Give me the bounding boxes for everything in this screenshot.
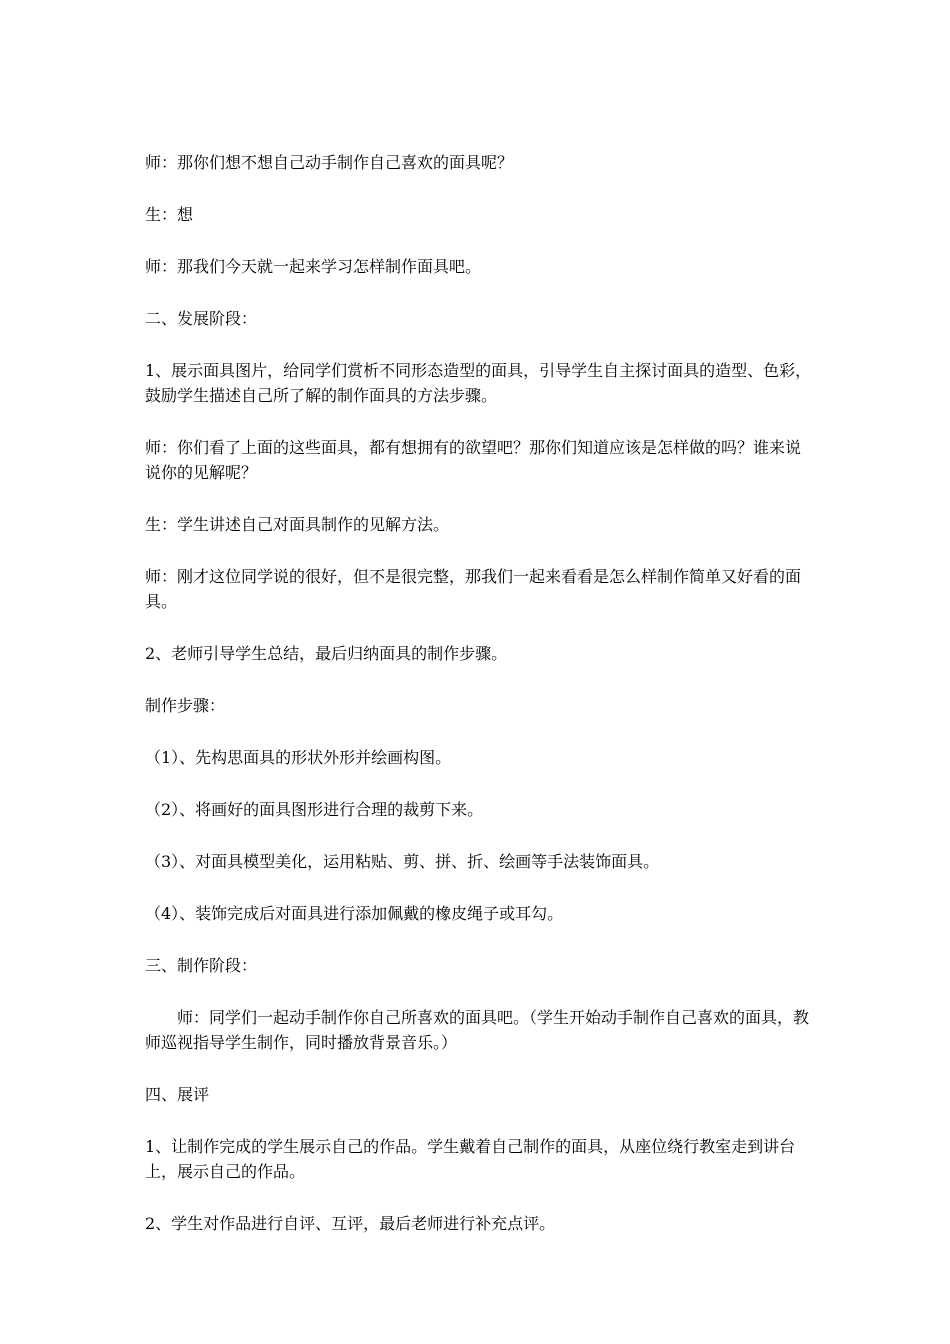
section-heading-development: 二、发展阶段： (145, 309, 258, 328)
paragraph-making-activity: 师：同学们一起动手制作你自己所喜欢的面具吧。（学生开始动手制作自己喜欢的面具，教师巡视指导学生制作，同时播放背景音乐。） (145, 1008, 810, 1052)
steps-heading: 制作步骤： (145, 696, 226, 715)
paragraph-teacher-intro: 师：那我们今天就一起来学习怎样制作面具吧。 (145, 257, 482, 276)
paragraph-evaluation: 2、学生对作品进行自评、互评，最后老师进行补充点评。 (145, 1214, 556, 1233)
step-item-4: （4）、装饰完成后对面具进行添加佩戴的橡皮绳子或耳勾。 (145, 904, 564, 923)
paragraph-summary: 2、老师引导学生总结，最后归纳面具的制作步骤。 (145, 644, 508, 663)
step-item-3: （3）、对面具模型美化，运用粘贴、剪、拼、折、绘画等手法装饰面具。 (145, 852, 660, 871)
step-item-2: （2）、将画好的面具图形进行合理的裁剪下来。 (145, 800, 484, 819)
paragraph-exhibit-works: 1、让制作完成的学生展示自己的作品。学生戴着自己制作的面具，从座位绕行教室走到讲台上，展示自己的作品。 (145, 1137, 796, 1181)
section-heading-making: 三、制作阶段： (145, 956, 258, 975)
paragraph-student-answer: 生：想 (145, 205, 194, 224)
document-body (145, 150, 815, 1263)
paragraph-teacher-comment: 师：刚才这位同学说的很好，但不是很完整，那我们一起来看看是怎么样制作简单又好看的面具。 (145, 567, 802, 611)
paragraph-teacher-prompt: 师：你们看了上面的这些面具，都有想拥有的欲望吧？那你们知道应该是怎样做的吗？谁来说说你的见解呢？ (145, 438, 802, 482)
paragraph-student-describe: 生：学生讲述自己对面具制作的见解方法。 (145, 515, 450, 534)
section-heading-exhibition: 四、展评 (145, 1085, 210, 1104)
step-item-1: （1）、先构思面具的形状外形并绘画构图。 (145, 748, 452, 767)
paragraph-show-pictures: 1、展示面具图片，给同学们赏析不同形态造型的面具，引导学生自主探讨面具的造型、色彩，鼓励学生描述自己所了解的制作面具的方法步骤。 (145, 361, 812, 405)
paragraph-teacher-question: 师：那你们想不想自己动手制作自己喜欢的面具呢？ (145, 153, 514, 172)
